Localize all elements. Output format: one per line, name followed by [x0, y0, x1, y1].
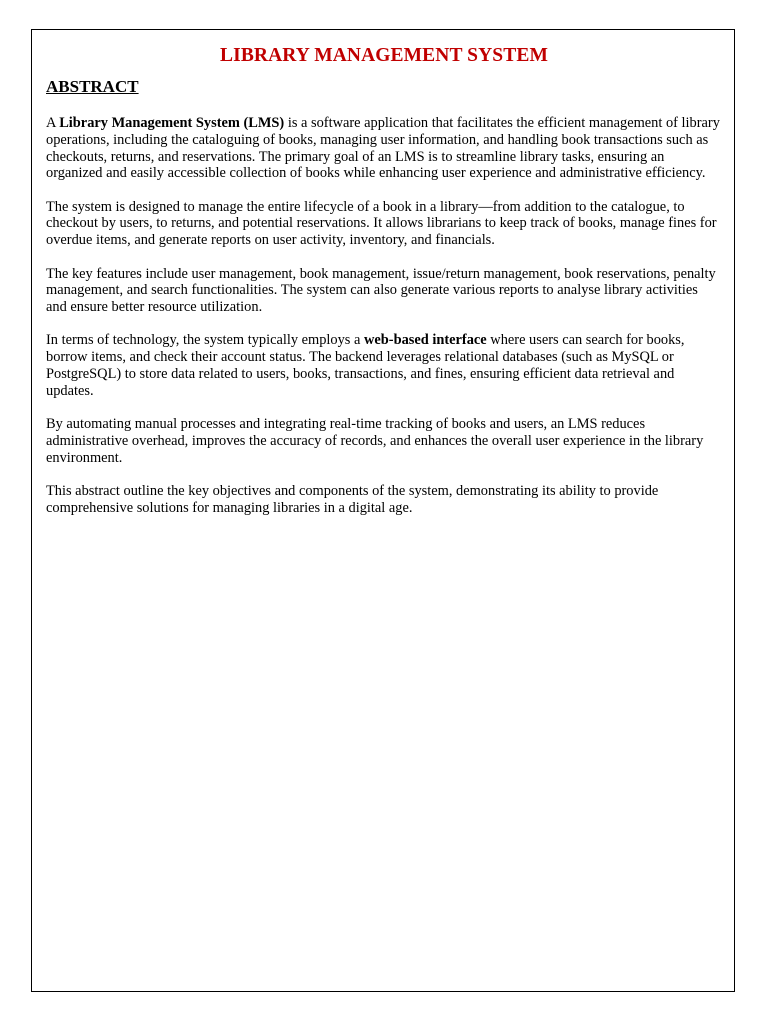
paragraph-intro-bold: Library Management System (LMS): [59, 115, 285, 131]
paragraph-technology: [46, 332, 722, 399]
abstract-body: [46, 115, 722, 533]
paragraph-technology-rest: where users can search for books, borrow items, and check their account status. The backend leverages relational databases (such as MySQL or PostgreSQL) to store data related to users, books, transactions, and fines, ensuring efficient data retrieval and updates.: [46, 332, 685, 399]
paragraph-technology-lead: In terms of technology, the system typically employs a: [46, 332, 364, 349]
paragraph-intro-rest: is a software application that facilitates the efficient management of library operations, including the cataloguing of books, managing user information, and handling book transactions such as checkouts, returns, and reservations. The primary goal of an LMS is to streamline library tasks, ensuring an organized and easily accessible collection of books while enhancing user experience and administrative efficiency.: [46, 115, 720, 182]
paragraph-technology-bold: web-based interface: [364, 332, 487, 349]
abstract-heading: ABSTRACT: [46, 77, 139, 96]
document-title: LIBRARY MANAGEMENT SYSTEM: [220, 45, 548, 66]
paragraph-lifecycle: The system is designed to manage the entire lifecycle of a book in a library—from addition to the catalogue, to checkout by users, to returns, and potential reservations. It allows librarians to keep track of books, manage fines for overdue items, and generate reports on user activity, inventory, and financials.: [46, 198, 717, 249]
paragraph-automation: By automating manual processes and integrating real-time tracking of books and users, an LMS reduces administrative overhead, improves the accuracy of records, and enhances the overall user experience in the library environment.: [46, 416, 704, 466]
paragraph-intro: [46, 115, 722, 182]
paragraph-conclusion: This abstract outline the key objectives and components of the system, demonstrating its ability to provide comprehensive solutions for managing libraries in a digital age.: [46, 483, 659, 516]
paragraph-features: The key features include user management, book management, issue/return management, book reservations, penalty management, and search functionalities. The system can also generate various reports to analyse library activities and ensure better resource utilization.: [46, 265, 716, 316]
paragraph-intro-lead: A: [46, 115, 60, 131]
